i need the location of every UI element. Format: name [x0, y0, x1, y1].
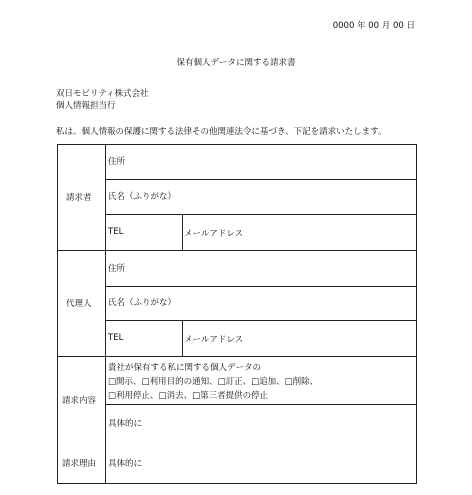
agent-name-label: 氏名（ふりがな）	[108, 298, 177, 308]
request-reason-row-label: 請求理由	[62, 459, 97, 469]
request-reason-specific-label: 具体的に	[108, 459, 143, 469]
table-bottom-border	[57, 483, 416, 484]
request-options-divider	[105, 404, 416, 405]
requester-name-label: 氏名（ふりがな）	[108, 192, 177, 202]
requester-address-divider	[105, 179, 416, 180]
agent-tel-label: TEL	[108, 333, 124, 343]
requester-section-divider	[57, 250, 416, 251]
requester-tel-label: TEL	[108, 227, 124, 237]
requester-tel-divider	[182, 214, 183, 250]
requester-email-label: メールアドレス	[184, 229, 244, 239]
request-content-line-1: 貴社が保有する私に関する個人データの	[108, 363, 262, 373]
agent-section-divider	[57, 356, 416, 357]
table-left-border	[57, 144, 58, 484]
date-line: 0000 年 00 月 00 日	[332, 21, 415, 31]
intro-statement: 私は、個人情報の保護に関する法律その他関連法令に基づき、下記を請求いたします。	[56, 127, 387, 137]
request-content-row-label: 請求内容	[62, 396, 97, 406]
agent-tel-divider	[182, 320, 183, 356]
requester-name-divider	[105, 214, 416, 215]
agent-email-label: メールアドレス	[184, 335, 244, 345]
agent-address-divider	[105, 286, 416, 287]
agent-name-divider	[105, 320, 416, 321]
agent-address-label: 住所	[108, 264, 126, 274]
agent-row-label: 代理人	[66, 299, 92, 309]
requester-address-label: 住所	[108, 157, 126, 167]
recipient-company: 双日モビリティ株式会社	[56, 89, 149, 99]
request-content-specific-label: 具体的に	[108, 419, 143, 429]
label-column-divider	[105, 144, 106, 484]
table-top-border	[57, 144, 416, 145]
recipient-department: 個人情報担当行	[56, 101, 116, 111]
request-options-line-2: □利用停止、□消去、□第三者提供の停止	[108, 391, 269, 401]
table-right-border	[416, 144, 417, 484]
page-title: 保有個人データに関する請求書	[176, 58, 296, 68]
request-options-line-1: □開示、□利用目的の通知、□訂正、□追加、□削除、	[108, 377, 319, 387]
requester-row-label: 請求者	[66, 193, 92, 203]
